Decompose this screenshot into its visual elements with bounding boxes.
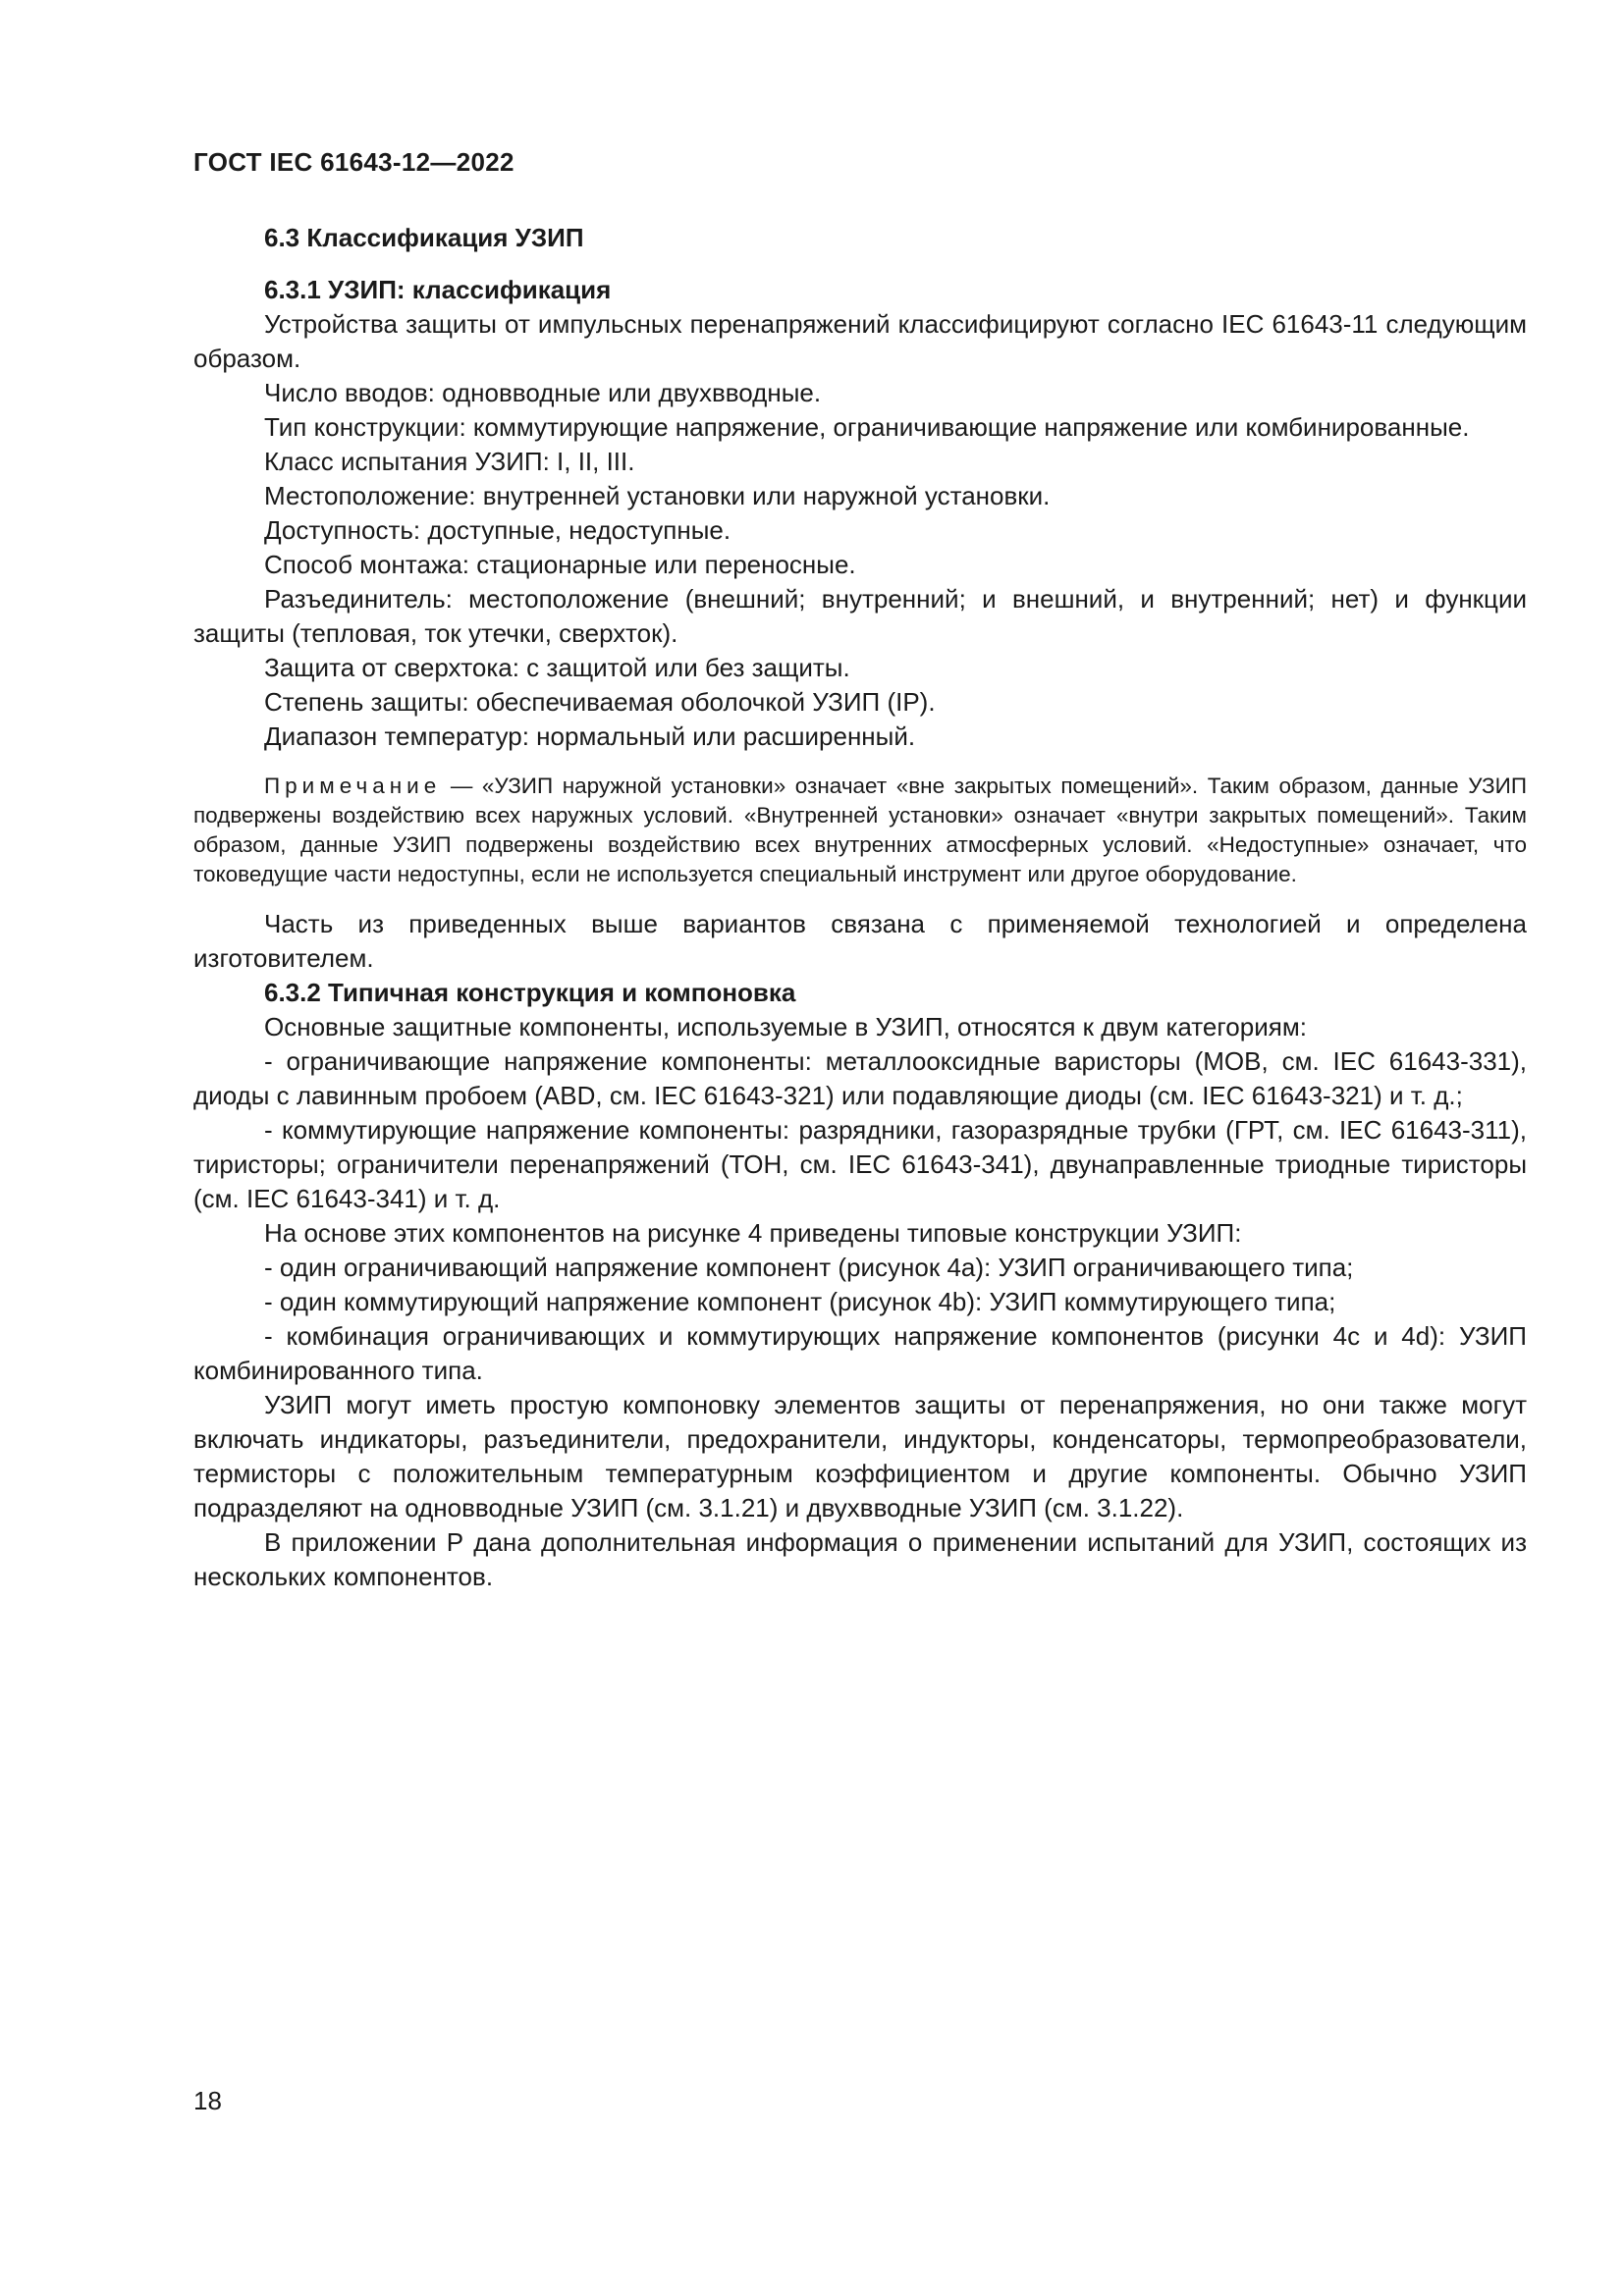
paragraph: Основные защитные компоненты, используемые в УЗИП, относятся к двум категориям: bbox=[264, 1012, 1307, 1041]
page-content bbox=[193, 221, 1527, 1594]
paragraph: УЗИП могут иметь простую компоновку элементов защиты от перенапряжения, но они также могут включать индикаторы, разъединители, предохранители, индукторы, конденсаторы, термопреобразователи, термисторы с положительным температурным коэффициентом и другие компоненты. Обычно УЗИП подразделяют на одновводные УЗИП (см. 3.1.21) и двухвводные УЗИП (см. 3.1.22). bbox=[193, 1390, 1527, 1522]
paragraph: Способ монтажа: стационарные или переносные. bbox=[264, 550, 856, 579]
paragraph: Доступность: доступные, недоступные. bbox=[264, 515, 731, 545]
paragraph: Класс испытания УЗИП: I, II, III. bbox=[264, 447, 635, 476]
paragraph: Часть из приведенных выше вариантов связана с применяемой технологией и определена изготовителем. bbox=[193, 909, 1527, 973]
section-heading-6-3-1: 6.3.1 УЗИП: классификация bbox=[264, 275, 612, 304]
section-heading-6-3: 6.3 Классификация УЗИП bbox=[264, 223, 584, 252]
list-item: - один коммутирующий напряжение компонент (рисунок 4b): УЗИП коммутирующего типа; bbox=[264, 1287, 1336, 1316]
paragraph: Тип конструкции: коммутирующие напряжение, ограничивающие напряжение или комбинированные. bbox=[264, 412, 1470, 442]
section-heading-6-3-2: 6.3.2 Типичная конструкция и компоновка bbox=[264, 978, 796, 1007]
paragraph: Разъединитель: местоположение (внешний; внутренний; и внешний, и внутренний; нет) и функции защиты (тепловая, ток утечки, сверхток). bbox=[193, 584, 1527, 648]
list-item: - комбинация ограничивающих и коммутирующих напряжение компонентов (рисунки 4c и 4d): УЗИП комбинированного типа. bbox=[193, 1321, 1527, 1385]
paragraph: Устройства защиты от импульсных перенапряжений классифицируют согласно IEC 61643-11 следующим образом. bbox=[193, 309, 1527, 373]
page-number: 18 bbox=[193, 2086, 222, 2115]
paragraph: Число вводов: одновводные или двухвводные. bbox=[264, 378, 822, 407]
list-item: - ограничивающие напряжение компоненты: металлооксидные варисторы (МОВ, см. IEC 61643-331), диоды с лавинным пробоем (ABD, см. IEC 61643-321) или подавляющие диоды (см. IEC 61643-321) и т. д.; bbox=[193, 1046, 1527, 1110]
paragraph: В приложении Р дана дополнительная информация о применении испытаний для УЗИП, состоящих из нескольких компонентов. bbox=[193, 1527, 1527, 1591]
document-header: ГОСТ IEC 61643-12—2022 bbox=[193, 147, 514, 177]
note-text: — «УЗИП наружной установки» означает «вне закрытых помещений». Таким образом, данные УЗИП подвержены воздействию всех наружных условий. «Внутренней установки» означает «внутри закрытых помещений». Таким образом, данные УЗИП подвержены воздействию всех внутренних атмосферных условий. «Недоступные» означает, что токоведущие части недоступны, если не используется специальный инструмент или другое оборудование. bbox=[193, 774, 1527, 886]
paragraph: Диапазон температур: нормальный или расширенный. bbox=[264, 721, 916, 751]
note bbox=[193, 772, 1527, 889]
paragraph: Степень защиты: обеспечиваемая оболочкой УЗИП (IP). bbox=[264, 687, 936, 717]
note-label: Примечание bbox=[264, 774, 442, 798]
list-item: - один ограничивающий напряжение компонент (рисунок 4a): УЗИП ограничивающего типа; bbox=[264, 1253, 1354, 1282]
list-item: - коммутирующие напряжение компоненты: разрядники, газоразрядные трубки (ГРТ, см. IEC 61643-311), тиристоры; ограничители перенапряжений (ТОН, см. IEC 61643-341), двунаправленные триодные тиристоры (см. IEC 61643-341) и т. д. bbox=[193, 1115, 1527, 1213]
paragraph: Защита от сверхтока: с защитой или без защиты. bbox=[264, 653, 850, 682]
paragraph: На основе этих компонентов на рисунке 4 приведены типовые конструкции УЗИП: bbox=[264, 1218, 1242, 1248]
paragraph: Местоположение: внутренней установки или наружной установки. bbox=[264, 481, 1051, 510]
